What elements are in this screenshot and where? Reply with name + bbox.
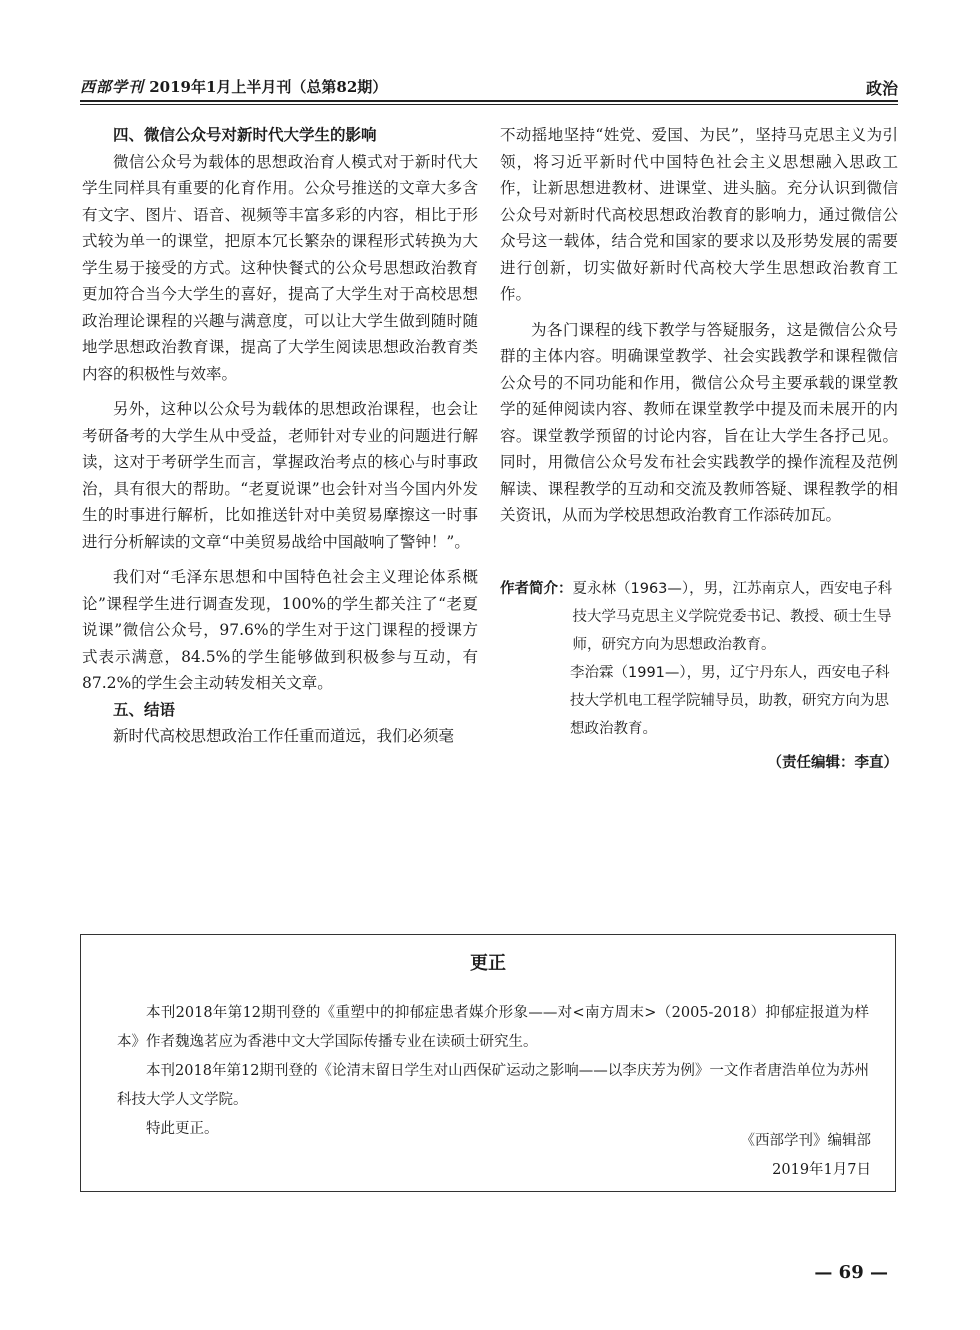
section-label: 政治 (865, 79, 898, 98)
erratum-date: 2019年1月7日 (772, 1162, 871, 1178)
right-column (500, 122, 898, 529)
issue-info: 2019年1月上半月刊（总第82期） (149, 78, 388, 96)
erratum-signature (741, 1127, 872, 1185)
journal-name: 西部学刊 (80, 78, 145, 96)
running-header (80, 74, 898, 102)
erratum-title: 更正 (470, 953, 506, 974)
header-journal-info (80, 76, 387, 97)
paragraph: 另外，这种以公众号为载体的思想政治课程，也会让考研备考的大学生从中受益，老师针对专业的问题进行解读，这对于考研学生而言，掌握政治考点的核心与时事政治，具有很大的帮助。“老夏说课”也会针对当今国内外发生的时事进行解析，比如推送针对中美贸易摩擦这一时事进行分析解读的文章“中美贸易战给中国敲响了警钟！”。 (82, 400, 478, 551)
author-entry-2: 李治霖（1991—），男，辽宁丹东人，西安电子科技大学机电工程学院辅导员，助教，研究方向为思想政治教育。 (570, 665, 890, 737)
erratum-body (117, 999, 869, 1144)
paragraph: 我们对“毛泽东思想和中国特色社会主义理论体系概论”课程学生进行调查发现，100%的学生都关注了“老夏说课”微信公众号，97.6%的学生对于这门课程的授课方式表示满意，84.5%的学生能够做到积极参与互动，有87.2%的学生会主动转发相关文章。 (82, 568, 478, 692)
header-rule (80, 104, 898, 105)
erratum-org: 《西部学刊》编辑部 (740, 1133, 871, 1149)
erratum-paragraph: 本刊2018年第12期刊登的《论清末留日学生对山西保矿运动之影响——以李庆芳为例》一文作者唐浩单位为苏州科技大学人文学院。 (117, 1063, 869, 1108)
author-entry-1: 夏永林（1963—），男，江苏南京人，西安电子科技大学马克思主义学院党委书记、教授、硕士生导师，研究方向为思想政治教育。 (572, 581, 893, 653)
section-heading-4: 四、微信公众号对新时代大学生的影响 (113, 126, 377, 144)
author-row (500, 575, 898, 659)
erratum-paragraph: 特此更正。 (146, 1121, 219, 1137)
paragraph: 微信公众号为载体的思想政治育人模式对于新时代大学生同样具有重要的化育作用。公众号推送的文章大多含有文字、图片、语音、视频等丰富多彩的内容，相比于形式较为单一的课堂，把原本冗长繁杂的课程形式转换为大学生易于接受的方式。这种快餐式的公众号思想政治教育更加符合当今大学生的喜好，提高了大学生对于高校思想政治理论课程的兴趣与满意度，可以让大学生做到随时随地学思想政治教育课，提高了大学生阅读思想政治教育类内容的积极性与效率。 (82, 152, 478, 383)
author-bio (500, 575, 898, 777)
page-number: — 69 — (814, 1262, 888, 1283)
author-label: 作者简介： (500, 581, 573, 597)
paragraph: 不动摇地坚持“姓党、爱国、为民”，坚持马克思主义为引领，将习近平新时代中国特色社会主义思想融入思政工作，让新思想进教材、进课堂、进头脑。充分认识到微信公众号对新时代高校思想政治教育的影响力，通过微信公众号这一载体，结合党和国家的要求以及形势发展的需要进行创新，切实做好新时代高校大学生思想政治教育工作。 (500, 126, 898, 303)
erratum-paragraph: 本刊2018年第12期刊登的《重塑中的抑郁症患者媒介形象——对<南方周末>（2005-2018）抑郁症报道为样本》作者魏逸茗应为香港中文大学国际传播专业在读硕士研究生。 (117, 1005, 869, 1050)
erratum-box (80, 934, 896, 1192)
paragraph: 新时代高校思想政治工作任重而道远，我们必须毫 (113, 727, 455, 745)
paragraph: 为各门课程的线下教学与答疑服务，这是微信公众号群的主体内容。明确课堂教学、社会实践教学和课程微信公众号的不同功能和作用，微信公众号主要承载的课堂教学的延伸阅读内容、教师在课堂教学中提及而未展开的内容。课堂教学预留的讨论内容，旨在让大学生各抒己见。同时，用微信公众号发布社会实践教学的操作流程及范例解读、课程教学的互动和交流及教师答疑、课程教学的相关资讯，从而为学校思想政治教育工作添砖加瓦。 (500, 320, 898, 524)
left-column (82, 122, 478, 750)
responsible-editor: （责任编辑：李直） (767, 755, 898, 771)
section-heading-5: 五、结语 (113, 700, 176, 719)
